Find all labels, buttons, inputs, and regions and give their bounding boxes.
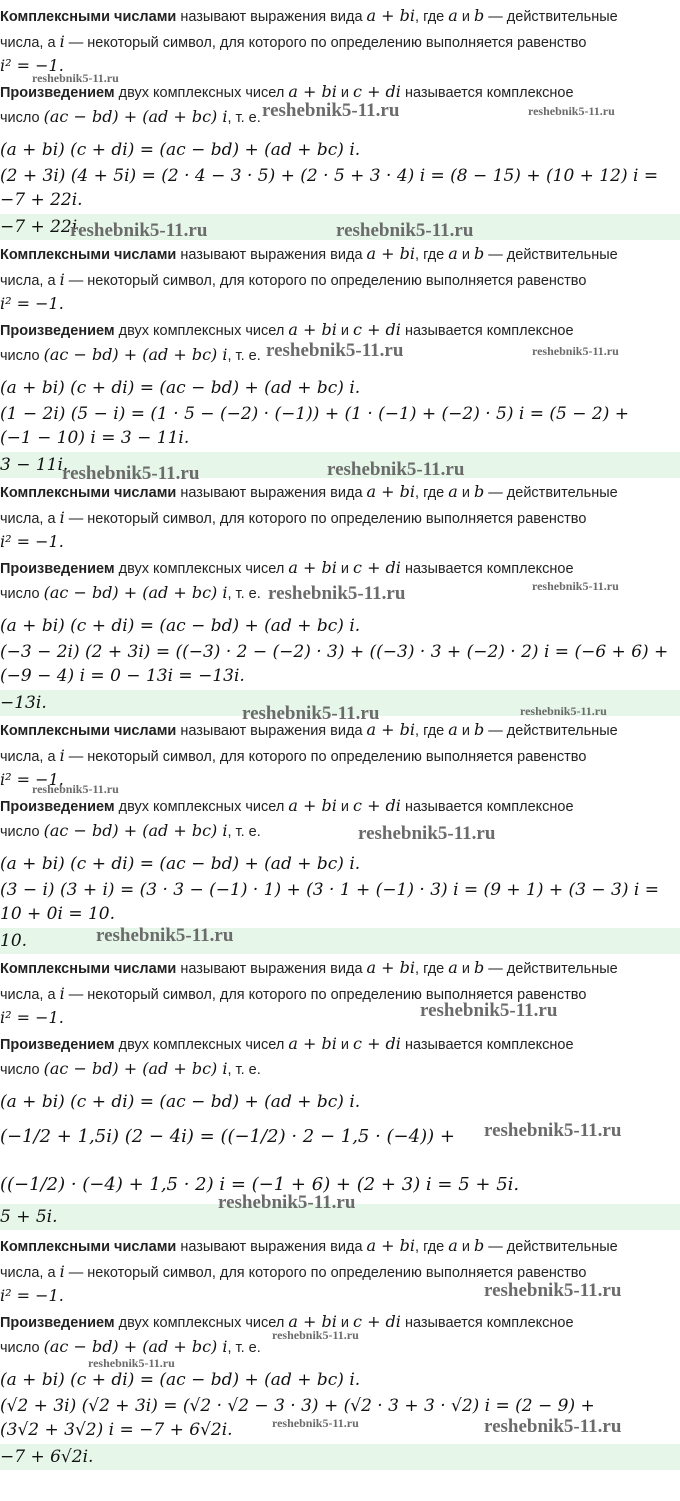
def-text: называется комплексное <box>400 323 574 339</box>
def-text: , где <box>415 1239 449 1255</box>
math-inline: a + bi <box>366 1236 416 1255</box>
def-text: — действительные <box>484 9 618 25</box>
math-inline: b <box>474 720 485 739</box>
def-text: числа, а <box>0 35 60 51</box>
math-inline: a + bi <box>288 82 337 101</box>
product-formula: (a + bi) (c + di) = (ac − bd) + (ad + bc) i. <box>0 140 361 160</box>
math-inline: a <box>448 6 458 25</box>
def-text: — действительные <box>484 247 618 263</box>
def-text: , где <box>415 485 449 501</box>
watermark: reshebnik5-11.ru <box>272 1416 359 1430</box>
def-text: — действительные <box>484 961 618 977</box>
watermark: reshebnik5-11.ru <box>32 71 119 85</box>
product-formula: (a + bi) (c + di) = (ac − bd) + (ad + bc) i. <box>0 616 361 636</box>
term-product: Произведением <box>0 799 115 815</box>
math-inline: a <box>448 244 458 263</box>
watermark: reshebnik5-11.ru <box>218 1192 356 1213</box>
math-inline: i² = −1. <box>0 770 64 789</box>
solution-line-2: ((−1/2) · (−4) + 1,5 · 2) i = (−1 + 6) + (2 + 3) i = 5 + 5i. <box>0 1174 520 1195</box>
def-text: и <box>457 723 474 739</box>
def-text: и <box>336 1037 354 1053</box>
watermark: reshebnik5-11.ru <box>358 823 496 844</box>
math-inline: i² = −1. <box>0 294 64 313</box>
watermark: reshebnik5-11.ru <box>268 583 406 604</box>
definition-complex-numbers <box>0 6 680 25</box>
math-inline: c + di <box>353 320 401 339</box>
watermark: reshebnik5-11.ru <box>262 100 400 121</box>
product-formula: (a + bi) (c + di) = (ac − bd) + (ad + bc) i. <box>0 1092 361 1112</box>
def-text: называют выражения вида <box>176 723 367 739</box>
math-inline: a + bi <box>366 720 416 739</box>
def-text: двух комплексных чисел <box>114 85 289 101</box>
def-text: , т. е. <box>227 348 261 364</box>
def-text: числа, а <box>0 273 60 289</box>
math-inline: (ac − bd) + (ad + bc) i <box>43 1059 228 1078</box>
definition-product <box>0 558 680 577</box>
math-inline: a <box>448 720 458 739</box>
math-inline: i <box>59 1262 65 1281</box>
watermark: reshebnik5-11.ru <box>242 703 380 724</box>
def-text: называется комплексное <box>400 799 574 815</box>
def-text: называется комплексное <box>400 85 574 101</box>
watermark: reshebnik5-11.ru <box>327 459 465 480</box>
term-complex-numbers: Комплексными числами <box>0 723 177 739</box>
def-text: называется комплексное <box>400 1315 574 1331</box>
answer-row: 10. <box>0 928 680 954</box>
def-text: — некоторый символ, для которого по определению выполняется равенство <box>64 749 587 765</box>
product-formula: (a + bi) (c + di) = (ac − bd) + (ad + bc) i. <box>0 378 361 398</box>
def-text: и <box>457 1239 474 1255</box>
term-complex-numbers: Комплексными числами <box>0 1239 177 1255</box>
term-complex-numbers: Комплексными числами <box>0 9 177 25</box>
math-inline: b <box>474 244 485 263</box>
answer-row: 5 + 5i. <box>0 1204 680 1230</box>
math-inline: a + bi <box>288 1034 337 1053</box>
math-inline: (ac − bd) + (ad + bc) i <box>43 821 228 840</box>
answer-row: 3 − 11i. <box>0 452 680 478</box>
def-text: — некоторый символ, для которого по определению выполняется равенство <box>64 511 587 527</box>
definition-line-2 <box>0 1262 680 1281</box>
solution-line-1: (−1/2 + 1,5i) (2 − 4i) = ((−1/2) · 2 − 1,5 · (−4)) + <box>0 1126 455 1147</box>
math-inline: a <box>448 958 458 977</box>
math-inline: i <box>59 32 65 51</box>
def-text: — некоторый символ, для которого по определению выполняется равенство <box>64 987 587 1003</box>
solution-line-2: (−1 − 10) i = 3 − 11i. <box>0 428 190 448</box>
answer-row: −7 + 6√2i. <box>0 1444 680 1470</box>
math-inline: (ac − bd) + (ad + bc) i <box>43 1337 228 1356</box>
def-text: число <box>0 586 44 602</box>
definition-line-2 <box>0 32 680 51</box>
solution-line-2: 10 + 0i = 10. <box>0 904 116 924</box>
solution-line-1: (2 + 3i) (4 + 5i) = (2 · 4 − 3 · 5) + (2 · 5 + 3 · 4) i = (8 − 15) + (10 + 12) i = <box>0 166 659 186</box>
def-text: называется комплексное <box>400 1037 574 1053</box>
math-inline: b <box>474 6 485 25</box>
def-text: , где <box>415 723 449 739</box>
def-text: число <box>0 110 44 126</box>
math-inline: i <box>59 508 65 527</box>
product-formula: (a + bi) (c + di) = (ac − bd) + (ad + bc) i. <box>0 854 361 874</box>
def-text: называется комплексное <box>400 561 574 577</box>
math-inline: (ac − bd) + (ad + bc) i <box>43 345 228 364</box>
def-text: — действительные <box>484 1239 618 1255</box>
def-text: — действительные <box>484 723 618 739</box>
solution-line-1: (1 − 2i) (5 − i) = (1 · 5 − (−2) · (−1)) + (1 · (−1) + (−2) · 5) i = (5 − 2) + <box>0 404 629 424</box>
term-product: Произведением <box>0 323 115 339</box>
math-inline: (ac − bd) + (ad + bc) i <box>43 107 228 126</box>
math-inline: a + bi <box>288 796 337 815</box>
solution-line-2: (3√2 + 3√2) i = −7 + 6√2i. <box>0 1420 233 1440</box>
math-inline: a + bi <box>366 482 416 501</box>
solution-line-1: (3 − i) (3 + i) = (3 · 3 − (−1) · 1) + (3 · 1 + (−1) · 3) i = (9 + 1) + (3 − 3) i = <box>0 880 659 900</box>
math-inline: c + di <box>353 1034 401 1053</box>
definition-line-2 <box>0 746 680 765</box>
definition-complex-numbers <box>0 244 680 263</box>
math-inline: (ac − bd) + (ad + bc) i <box>43 583 228 602</box>
watermark: reshebnik5-11.ru <box>272 1328 359 1342</box>
watermark: reshebnik5-11.ru <box>70 220 208 241</box>
def-text: называют выражения вида <box>176 961 367 977</box>
term-complex-numbers: Комплексными числами <box>0 247 177 263</box>
term-product: Произведением <box>0 1315 115 1331</box>
def-text: двух комплексных чисел <box>114 799 289 815</box>
math-inline: b <box>474 482 485 501</box>
def-text: числа, а <box>0 987 60 1003</box>
math-inline: a + bi <box>288 558 337 577</box>
watermark: reshebnik5-11.ru <box>484 1280 622 1301</box>
math-inline: a + bi <box>366 6 416 25</box>
def-text: , т. е. <box>227 1340 261 1356</box>
definition-line-3 <box>0 294 680 313</box>
math-inline: a + bi <box>366 244 416 263</box>
def-text: , где <box>415 961 449 977</box>
def-text: — некоторый символ, для которого по определению выполняется равенство <box>64 35 587 51</box>
solution-line-2: (−9 − 4) i = 0 − 13i = −13i. <box>0 666 245 686</box>
math-inline: a <box>448 482 458 501</box>
math-inline: c + di <box>353 558 401 577</box>
def-text: , т. е. <box>227 824 261 840</box>
watermark: reshebnik5-11.ru <box>484 1416 622 1437</box>
watermark: reshebnik5-11.ru <box>528 104 615 118</box>
definition-product <box>0 320 680 339</box>
watermark: reshebnik5-11.ru <box>32 782 119 796</box>
problem-block-5 <box>0 952 680 1230</box>
math-inline: a + bi <box>288 1312 337 1331</box>
def-text: , т. е. <box>227 1062 261 1078</box>
answer-row: −13i. <box>0 690 680 716</box>
def-text: и <box>336 323 354 339</box>
term-product: Произведением <box>0 85 115 101</box>
watermark: reshebnik5-11.ru <box>520 704 607 718</box>
definition-product <box>0 796 680 815</box>
def-text: и <box>336 1315 354 1331</box>
def-text: — некоторый символ, для которого по определению выполняется равенство <box>64 273 587 289</box>
math-inline: b <box>474 1236 485 1255</box>
definition-product <box>0 1034 680 1053</box>
def-text: число <box>0 1340 44 1356</box>
watermark: reshebnik5-11.ru <box>484 1120 622 1141</box>
definition-line-2 <box>0 270 680 289</box>
def-text: двух комплексных чисел <box>114 1037 289 1053</box>
def-text: , т. е. <box>227 586 261 602</box>
def-text: и <box>457 485 474 501</box>
def-text: называют выражения вида <box>176 1239 367 1255</box>
def-text: число <box>0 824 44 840</box>
def-text: , т. е. <box>227 110 261 126</box>
watermark: reshebnik5-11.ru <box>532 344 619 358</box>
def-text: и <box>457 961 474 977</box>
def-text: — некоторый символ, для которого по определению выполняется равенство <box>64 1265 587 1281</box>
def-text: , где <box>415 247 449 263</box>
watermark: reshebnik5-11.ru <box>336 220 474 241</box>
def-text: и <box>336 561 354 577</box>
term-complex-numbers: Комплексными числами <box>0 485 177 501</box>
math-inline: i² = −1. <box>0 56 64 75</box>
solution-line-2: −7 + 22i. <box>0 190 83 210</box>
definition-line-2 <box>0 984 680 1003</box>
math-inline: a + bi <box>288 320 337 339</box>
math-inline: i² = −1. <box>0 532 64 551</box>
solution-line-1: (−3 − 2i) (2 + 3i) = ((−3) · 2 − (−2) · 3) + ((−3) · 3 + (−2) · 2) i = (−6 + 6) + <box>0 642 669 662</box>
def-text: двух комплексных чисел <box>114 323 289 339</box>
def-text: и <box>457 247 474 263</box>
term-product: Произведением <box>0 561 115 577</box>
problem-block-4 <box>0 714 680 952</box>
def-text: числа, а <box>0 511 60 527</box>
watermark: reshebnik5-11.ru <box>62 463 200 484</box>
def-text: число <box>0 1062 44 1078</box>
definition-product-line-2 <box>0 1059 680 1078</box>
math-inline: c + di <box>353 796 401 815</box>
def-text: называют выражения вида <box>176 247 367 263</box>
def-text: двух комплексных чисел <box>114 1315 289 1331</box>
math-inline: i <box>59 270 65 289</box>
def-text: называют выражения вида <box>176 9 367 25</box>
math-inline: i² = −1. <box>0 1008 64 1027</box>
def-text: и <box>336 85 354 101</box>
watermark: reshebnik5-11.ru <box>532 579 619 593</box>
def-text: число <box>0 348 44 364</box>
term-product: Произведением <box>0 1037 115 1053</box>
definition-line-2 <box>0 508 680 527</box>
watermark: reshebnik5-11.ru <box>420 1000 558 1021</box>
def-text: двух комплексных чисел <box>114 561 289 577</box>
def-text: — действительные <box>484 485 618 501</box>
answer-row: −7 + 22i. <box>0 214 680 240</box>
def-text: числа, а <box>0 749 60 765</box>
def-text: , где <box>415 9 449 25</box>
def-text: и <box>336 799 354 815</box>
def-text: и <box>457 9 474 25</box>
term-complex-numbers: Комплексными числами <box>0 961 177 977</box>
math-inline: a <box>448 1236 458 1255</box>
math-inline: b <box>474 958 485 977</box>
definition-complex-numbers <box>0 1236 680 1255</box>
def-text: числа, а <box>0 1265 60 1281</box>
math-inline: c + di <box>353 1312 401 1331</box>
watermark: reshebnik5-11.ru <box>266 340 404 361</box>
watermark: reshebnik5-11.ru <box>88 1356 175 1370</box>
math-inline: i <box>59 746 65 765</box>
definition-line-3 <box>0 1008 680 1027</box>
math-inline: a + bi <box>366 958 416 977</box>
watermark: reshebnik5-11.ru <box>96 925 234 946</box>
product-formula: (a + bi) (c + di) = (ac − bd) + (ad + bc) i. <box>0 1370 361 1390</box>
math-inline: c + di <box>353 82 401 101</box>
definition-line-3 <box>0 532 680 551</box>
def-text: называют выражения вида <box>176 485 367 501</box>
math-inline: i² = −1. <box>0 1286 64 1305</box>
solution-line-1: (√2 + 3i) (√2 + 3i) = (√2 · √2 − 3 · 3) + (√2 · 3 + 3 · √2) i = (2 − 9) + <box>0 1396 595 1416</box>
definition-complex-numbers <box>0 958 680 977</box>
definition-product-line-2 <box>0 821 680 840</box>
math-inline: i <box>59 984 65 1003</box>
